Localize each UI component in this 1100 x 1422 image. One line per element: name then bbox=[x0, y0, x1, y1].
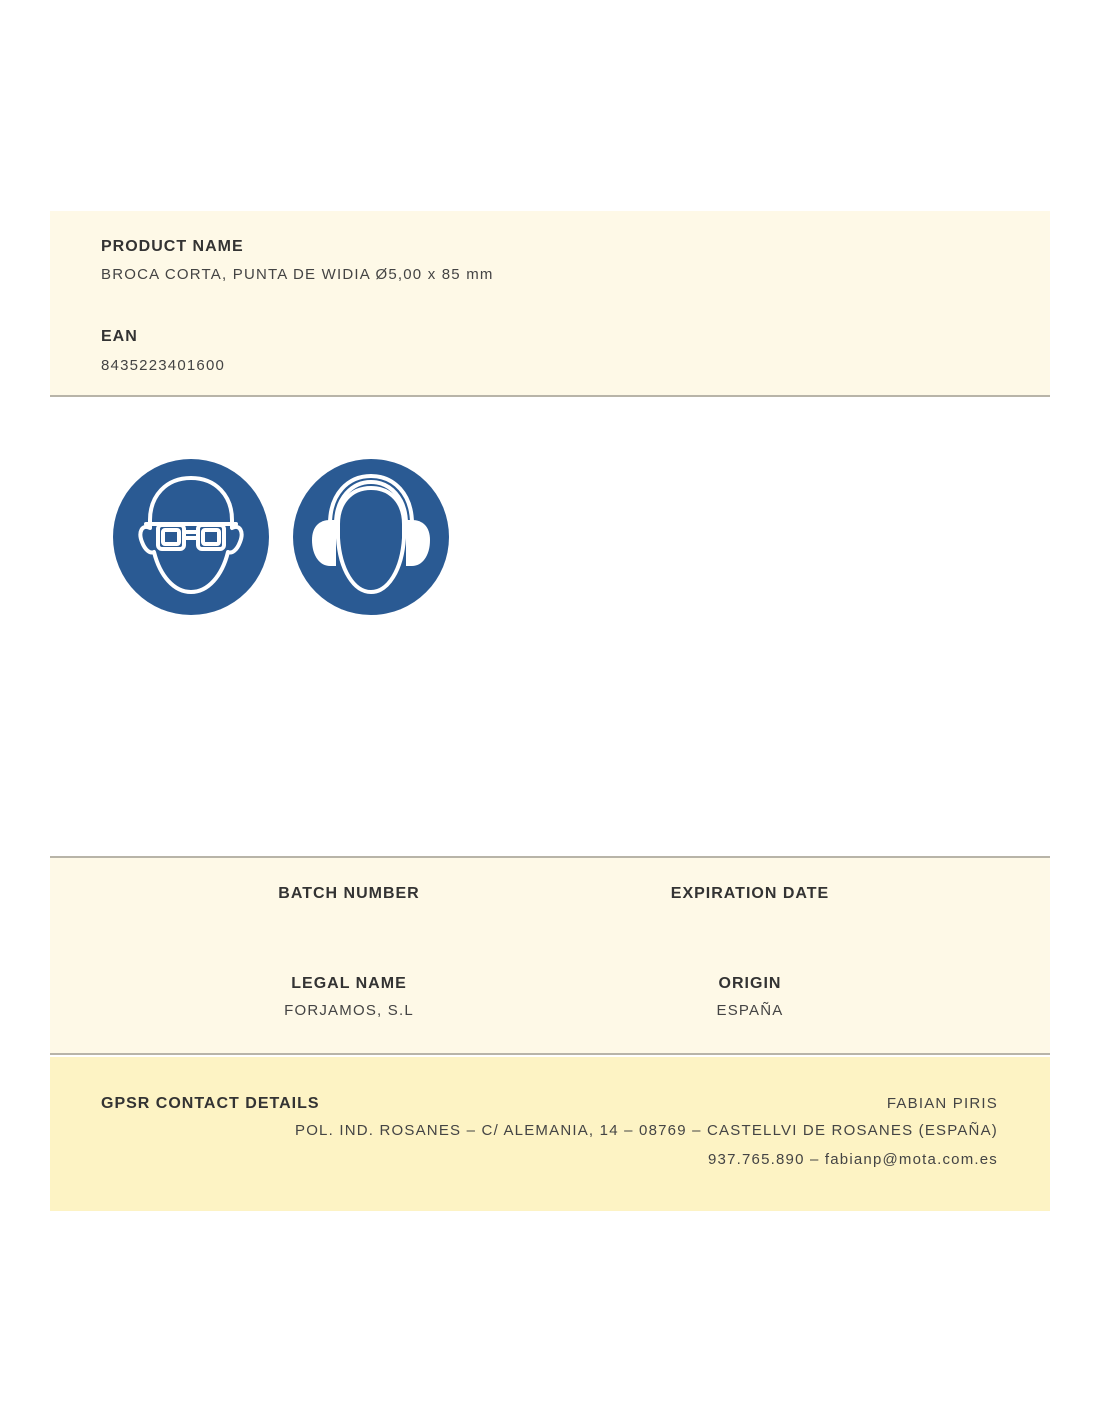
product-info-panel bbox=[50, 211, 1050, 397]
product-name-label: PRODUCT NAME bbox=[101, 238, 244, 255]
batch-number-label: BATCH NUMBER bbox=[278, 885, 420, 902]
contact-name: FABIAN PIRIS bbox=[886, 1095, 998, 1112]
gpsr-contact-panel bbox=[50, 1057, 1050, 1211]
legal-name-value: FORJAMOS, S.L bbox=[284, 1002, 414, 1019]
batch-details-panel bbox=[50, 856, 1050, 1055]
legal-name-block bbox=[199, 975, 499, 1019]
ean-label: EAN bbox=[101, 328, 138, 345]
origin-value: ESPAÑA bbox=[716, 1002, 784, 1019]
eye-protection-icon bbox=[112, 458, 270, 616]
ear-protection-icon bbox=[292, 458, 450, 616]
legal-name-label: LEGAL NAME bbox=[291, 975, 407, 992]
ean-value: 8435223401600 bbox=[101, 357, 226, 374]
origin-label: ORIGIN bbox=[718, 975, 782, 992]
expiration-date-label: EXPIRATION DATE bbox=[670, 885, 830, 902]
contact-address: POL. IND. ROSANES – C/ ALEMANIA, 14 – 08769 – CASTELLVI DE ROSANES (ESPAÑA) bbox=[294, 1122, 998, 1139]
expiration-date-block bbox=[600, 885, 900, 903]
safety-icons bbox=[112, 458, 452, 618]
batch-number-block bbox=[199, 885, 499, 903]
contact-phone-email: 937.765.890 – fabianp@mota.com.es bbox=[708, 1151, 998, 1168]
product-name-value: BROCA CORTA, PUNTA DE WIDIA Ø5,00 x 85 mm bbox=[101, 266, 494, 283]
gpsr-contact-label: GPSR CONTACT DETAILS bbox=[101, 1095, 320, 1112]
origin-block bbox=[600, 975, 900, 1019]
